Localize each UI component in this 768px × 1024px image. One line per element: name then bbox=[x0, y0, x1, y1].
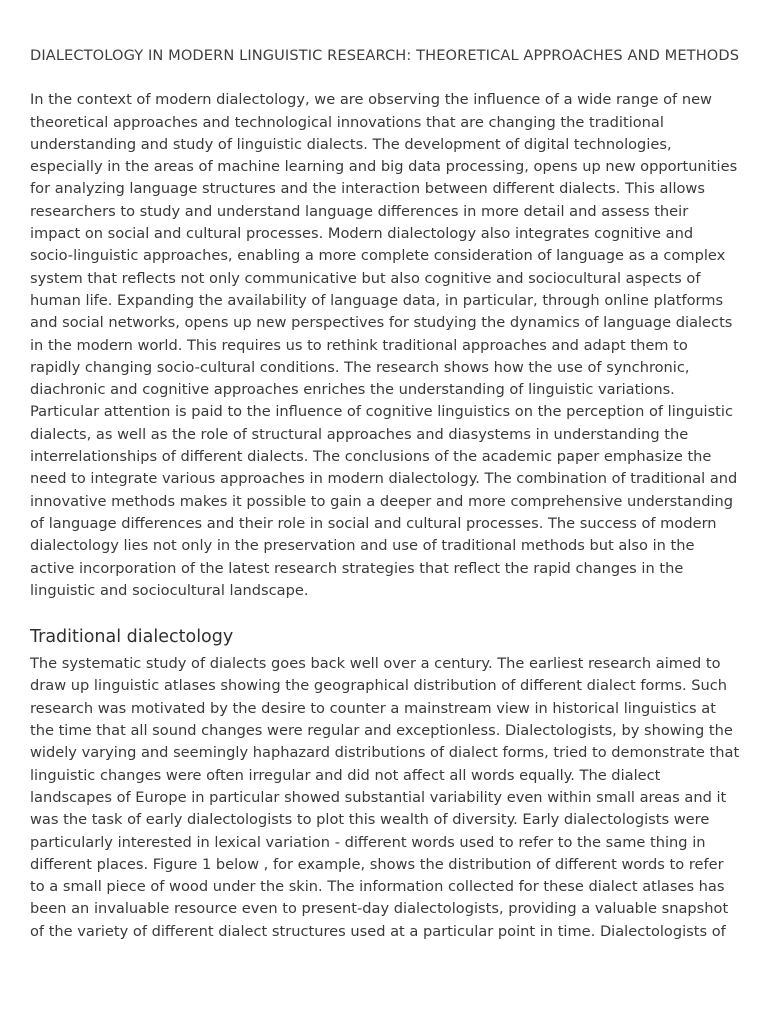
abstract-paragraph: In the context of modern dialectology, we are observing the influence of a wide range of new theoretical approaches and technological innovations that are changing the traditional understanding and study of linguistic dialects. The development of digital technologies, especially in the areas of machine learning and big data processing, opens up new opportunities for analyzing language structures and the interaction between different dialects. This allows researchers to study and understand language differences in more detail and assess their impact on social and cultural processes. Modern dialectology also integrates cognitive and socio-linguistic approaches, enabling a more complete consideration of language as a complex system that reflects not only communicative but also cognitive and sociocultural aspects of human life. Expanding the availability of language data, in particular, through online platforms and social networks, opens up new perspectives for studying the dynamics of language dialects in the modern world. This requires us to rethink traditional approaches and adapt them to rapidly changing socio-cultural conditions. The research shows how the use of synchronic, diachronic and cognitive approaches enriches the understanding of linguistic variations. Particular attention is paid to the influence of cognitive linguistics on the perception of linguistic dialects, as well as the role of structural approaches and diasystems in understanding the interrelationships of different dialects. The conclusions of the academic paper emphasize the need to integrate various approaches in modern dialectology. The combination of traditional and innovative methods makes it possible to gain a deeper and more comprehensive understanding of language differences and their role in social and cultural processes. The success of modern dialectology lies not only in the preservation and use of traditional methods but also in the active incorporation of the latest research strategies that reflect the rapid changes in the linguistic and sociocultural landscape. bbox=[30, 91, 738, 599]
section-body-traditional-dialectology: The systematic study of dialects goes back well over a century. The earliest research aimed to draw up linguistic atlases showing the geographical distribution of different dialect forms. Such research was motivated by the desire to counter a mainstream view in historical linguistics at the time that all sound changes were regular and exceptionless. Dialectologists, by showing the widely varying and seemingly haphazard distributions of dialect forms, tried to demonstrate that linguistic changes were often irregular and did not affect all words equally. The dialect landscapes of Europe in particular showed substantial variability even within small areas and it was the task of early dialectologists to plot this wealth of diversity. Early dialectologists were particularly interested in lexical variation - different words used to refer to the same thing in different places. Figure 1 below , for example, shows the distribution of different words to refer to a small piece of wood under the skin. The information collected for these dialect atlases has been an invaluable resource even to present-day dialectologists, providing a valuable snapshot of the variety of different dialect structures used at a particular point in time. Dialectologists of bbox=[30, 655, 740, 940]
section-heading-traditional-dialectology: Traditional dialectology bbox=[30, 627, 234, 648]
document-title: DIALECTOLOGY IN MODERN LINGUISTIC RESEARCH: THEORETICAL APPROACHES AND METHODS bbox=[30, 47, 740, 64]
document-page bbox=[30, 45, 740, 943]
